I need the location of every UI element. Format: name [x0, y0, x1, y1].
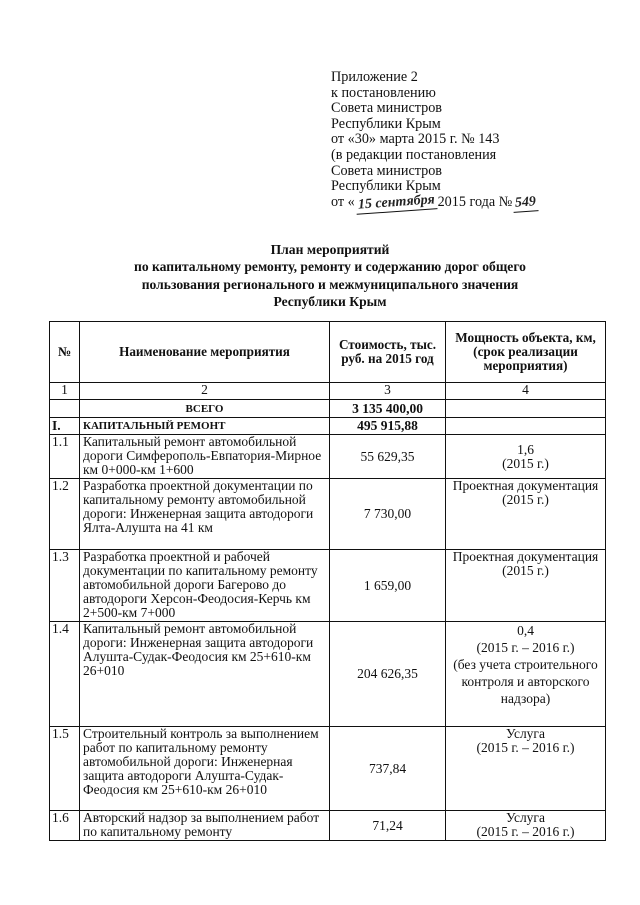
- col-number: 1: [50, 383, 80, 400]
- section-row: [50, 418, 606, 435]
- col-number: 2: [80, 383, 330, 400]
- total-label: ВСЕГО: [80, 400, 330, 418]
- appendix-line: Республики Крым: [331, 115, 441, 132]
- title-line: Республики Крым: [273, 294, 387, 310]
- handwritten-date: 15 сентября: [355, 192, 437, 214]
- appendix-last-middle: 2015 года №: [437, 193, 513, 210]
- section-value: 495 915,88: [330, 418, 446, 435]
- row-name: Капитальный ремонт автомобильной дороги Симферополь-Евпатория-Мирное км 0+000-км 1+600: [80, 435, 330, 479]
- row-cost: 71,24: [330, 811, 446, 841]
- appendix-line: (в редакции постановления: [331, 146, 497, 163]
- appendix-line: Совета министров: [331, 162, 442, 179]
- row-num: 1.5: [50, 727, 80, 811]
- header-capacity: Мощность объекта, км, (срок реализации мероприятия): [446, 322, 606, 383]
- appendix-last-prefix: от «: [331, 193, 355, 210]
- row-num: 1.2: [50, 479, 80, 550]
- total-value: 3 135 400,00: [330, 400, 446, 418]
- appendix-line: к постановлению: [331, 84, 436, 101]
- col-number: 4: [446, 383, 606, 400]
- row-capacity: Услуга (2015 г. – 2016 г.): [446, 727, 606, 811]
- table-row: [50, 727, 606, 811]
- row-capacity: Проектная документация (2015 г.): [446, 550, 606, 622]
- row-capacity: Услуга (2015 г. – 2016 г.): [446, 811, 606, 841]
- table-row: [50, 479, 606, 550]
- row-capacity: 0,4 (2015 г. – 2016 г.) (без учета строительного контроля и авторского надзора): [446, 622, 606, 727]
- table-row: [50, 550, 606, 622]
- document-title: [70, 241, 590, 311]
- row-name: Разработка проектной и рабочей документации по капитальному ремонту автомобильной дороги Багерово до автодороги Херсон-Феодосия-Керчь км 2+500-км 7+000: [80, 550, 330, 622]
- table-row: [50, 622, 606, 727]
- col-number: 3: [330, 383, 446, 400]
- header-cost: Стоимость, тыс. руб. на 2015 год: [330, 322, 446, 383]
- row-cost: 7 730,00: [330, 479, 446, 550]
- row-cost: 204 626,35: [330, 622, 446, 727]
- row-name: Разработка проектной документации по капитальному ремонту автомобильной дороги: Инженерная защита автодороги Ялта-Алушта на 41 км: [80, 479, 330, 550]
- total-row: [50, 400, 606, 418]
- header-name: Наименование мероприятия: [80, 322, 330, 383]
- handwritten-number: 549: [513, 194, 539, 212]
- plan-table: [49, 321, 606, 841]
- table-row: [50, 435, 606, 479]
- row-cost: 1 659,00: [330, 550, 446, 622]
- title-line: пользования регионального и межмуниципального значения: [141, 276, 519, 292]
- row-num: 1.6: [50, 811, 80, 841]
- row-capacity: 1,6 (2015 г.): [446, 435, 606, 479]
- row-num: 1.1: [50, 435, 80, 479]
- appendix-line: Республики Крым: [331, 178, 441, 195]
- section-label: КАПИТАЛЬНЫЙ РЕМОНТ: [80, 418, 330, 435]
- row-cost: 737,84: [330, 727, 446, 811]
- title-line: План мероприятий: [270, 242, 390, 257]
- row-capacity: Проектная документация (2015 г.): [446, 479, 606, 550]
- table-row: [50, 811, 606, 841]
- header-num: №: [50, 322, 80, 383]
- title-line: по капитальному ремонту, ремонту и содержанию дорог общего: [134, 259, 526, 275]
- row-num: 1.3: [50, 550, 80, 622]
- row-num: 1.4: [50, 622, 80, 727]
- column-number-row: [50, 383, 606, 400]
- appendix-header: [331, 70, 631, 211]
- row-name: Авторский надзор за выполнением работ по капитальному ремонту: [80, 811, 330, 841]
- table-header-row: [50, 322, 606, 383]
- appendix-line: Приложение 2: [331, 69, 418, 85]
- appendix-line: Совета министров: [331, 100, 442, 117]
- section-num: I.: [50, 418, 80, 435]
- appendix-line: от «30» марта 2015 г. № 143: [331, 131, 500, 148]
- row-name: Строительный контроль за выполнением работ по капитальному ремонту автомобильной дороги: Инженерная защита автодороги Алушта-Судак-Феодосия км 25+610-км 26+010: [80, 727, 330, 811]
- row-cost: 55 629,35: [330, 435, 446, 479]
- appendix-last-line: [331, 192, 631, 213]
- row-name: Капитальный ремонт автомобильной дороги: Инженерная защита автодороги Алушта-Судак-Феодосия км 25+610-км 26+010: [80, 622, 330, 727]
